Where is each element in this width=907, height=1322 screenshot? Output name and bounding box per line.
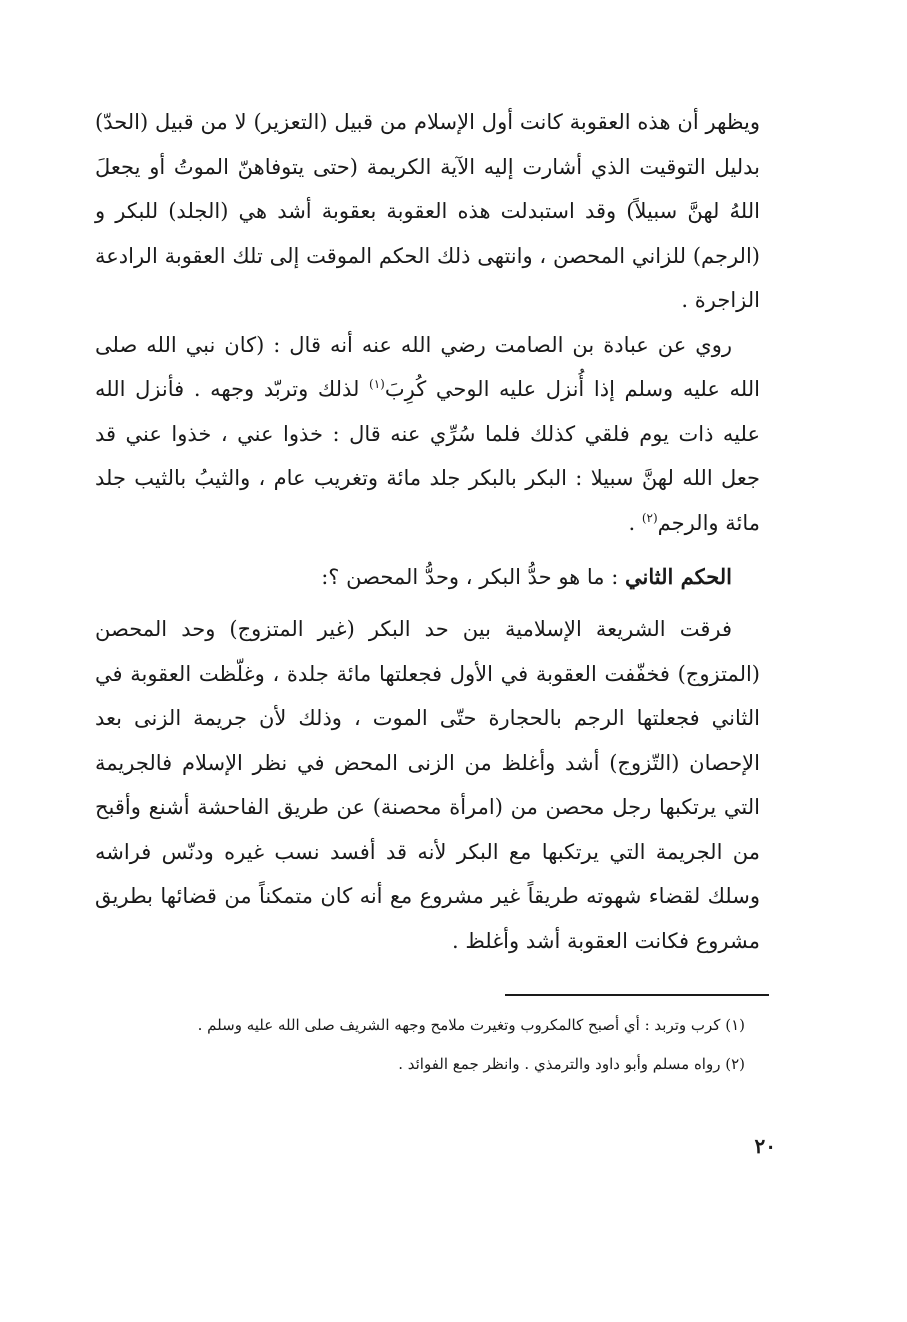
paragraph-2-text-a: روي عن عبادة بن الصامت رضي الله عنه أنه قال : (كان نبي الله صلى الله عليه وسلم إذا أُنزل عليه الوحي كُرِبَ <box>95 332 760 401</box>
footnotes <box>95 1012 745 1078</box>
footnote-ref-1: (١) <box>369 377 385 391</box>
paragraph-3: فرقت الشريعة الإسلامية بين حد البكر (غير المتزوج) وحد المحصن (المتزوج) فخفّفت العقوبة في الأول فجعلتها مائة جلدة ، وغلّظت العقوبة في الثاني فجعلتها الرجم بالحجارة حتّى الموت ، وذلك لأن جريمة الزنى بعد الإحصان (التّزوج) أشد وأغلظ من الزنى المحض في نظر الإسلام فالجريمة التي يرتكبها رجل محصن من (امرأة محصنة) عن طريق الفاحشة أشنع وأقبح من الجريمة التي يرتكبها مع البكر لأنه قد أفسد نسب غيره ودنّس فراشه وسلك لقضاء شهوته طريقاً غير مشروع مع أنه كان متمكناً من قضائها بطريق مشروع فكانت العقوبة أشد وأغلظ . <box>95 617 760 953</box>
section-heading-text: : ما هو حدُّ البكر ، وحدُّ المحصن ؟: <box>321 565 625 589</box>
footnote-divider <box>505 994 769 996</box>
section-heading-label: الحكم الثاني <box>625 564 732 589</box>
paragraph-1: ويظهر أن هذه العقوبة كانت أول الإسلام من قبيل (التعزير) لا من قبيل (الحدّ) بدليل التوقيت الذي أشارت إليه الآية الكريمة (حتى يتوفاهنّ الموتُ أو يجعلَ اللهُ لهنَّ سبيلاً) وقد استبدلت هذه العقوبة بعقوبة أشد هي (الجلد) للبكر و (الرجم) للزاني المحصن ، وانتهى ذلك الحكم الموقت إلى تلك العقوبة الرادعة الزاجرة . <box>95 110 760 312</box>
footnote-2: (٢) رواه مسلم وأبو داود والترمذي . وانظر جمع الفوائد . <box>398 1055 745 1073</box>
section-heading <box>95 555 760 599</box>
footnote-ref-2: (٢) <box>641 510 658 525</box>
paragraph-2-text-b: لذلك وتربّد وجهه . فأنزل الله عليه ذات يوم فلقي كذلك فلما سُرِّي عنه قال : خذوا عني ، خذوا عني قد جعل الله لهنَّ سبيلا : البكر بالبكر جلد مائة وتغريب عام ، والثيبُ بالثيب جلد مائة والرجم <box>95 377 760 535</box>
paragraph-2 <box>95 323 760 546</box>
page-number: ٢٠ <box>754 1134 776 1158</box>
footnote-1: (١) كرب وتربد : أي أصبح كالمكروب وتغيرت ملامح وجهه الشريف صلى الله عليه وسلم . <box>197 1016 745 1034</box>
main-text <box>95 100 760 963</box>
paragraph-2-text-c: . <box>628 510 642 535</box>
